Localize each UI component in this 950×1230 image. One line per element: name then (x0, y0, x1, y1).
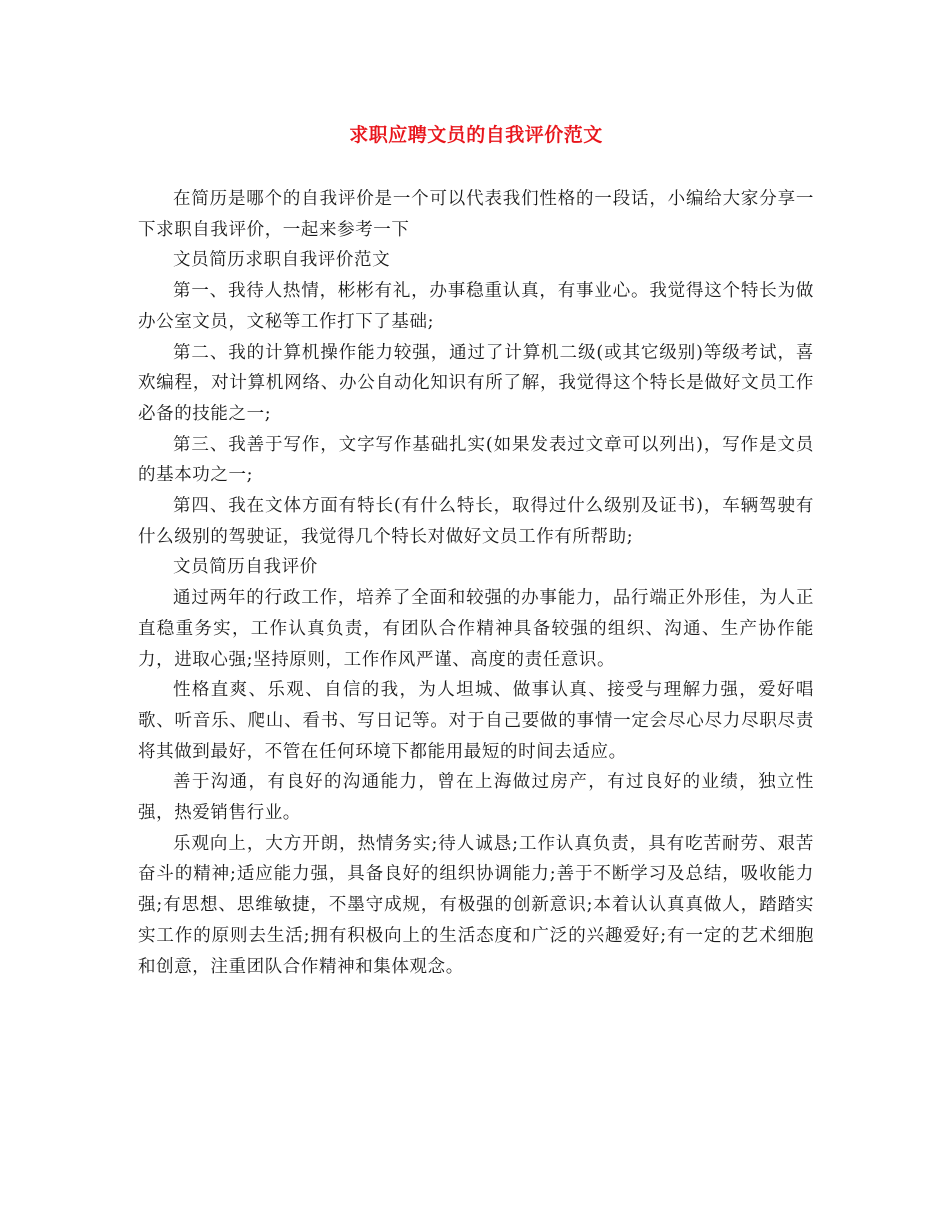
document-body (138, 184, 814, 982)
document-title: 求职应聘文员的自我评价范文 (349, 124, 603, 146)
paragraph: 第一、我待人热情，彬彬有礼，办事稳重认真，有事业心。我觉得这个特长为做办公室文员，文秘等工作打下了基础; (138, 281, 814, 332)
paragraph: 善于沟通，有良好的沟通能力，曾在上海做过房产，有过良好的业绩，独立性强，热爱销售行业。 (138, 772, 814, 824)
paragraph: 第四、我在文体方面有特长(有什么特长，取得过什么级别及证书)，车辆驾驶有什么级别的驾驶证，我觉得几个特长对做好文员工作有所帮助; (138, 496, 814, 547)
document-page (138, 118, 814, 982)
paragraph: 乐观向上，大方开朗，热情务实;待人诚恳;工作认真负责，具有吃苦耐劳、艰苦奋斗的精神;适应能力强，具备良好的组织协调能力;善于不断学习及总结，吸收能力强;有思想、思维敏捷，不墨守成规，有极强的创新意识;本着认认真真做人，踏踏实实工作的原则去生活;拥有积极向上的生活态度和广泛的兴趣爱好;有一定的艺术细胞和创意，注重团队合作精神和集体观念。 (138, 833, 814, 977)
section-heading: 文员简历求职自我评价范文 (173, 250, 391, 271)
paragraph: 性格直爽、乐观、自信的我，为人坦城、做事认真、接受与理解力强，爱好唱歌、听音乐、爬山、看书、写日记等。对于自己要做的事情一定会尽心尽力尽职尽责将其做到最好，不管在任何环境下都能用最短的时间去适应。 (138, 680, 814, 762)
paragraph: 第二、我的计算机操作能力较强，通过了计算机二级(或其它级别)等级考试，喜欢编程，对计算机网络、办公自动化知识有所了解，我觉得这个特长是做好文员工作必备的技能之一; (138, 342, 814, 424)
paragraph: 通过两年的行政工作，培养了全面和较强的办事能力，品行端正外形佳，为人正直稳重务实，工作认真负责，有团队合作精神具备较强的组织、沟通、生产协作能力，进取心强;坚持原则，工作作风严谨、高度的责任意识。 (138, 588, 814, 670)
intro-paragraph: 在简历是哪个的自我评价是一个可以代表我们性格的一段话，小编给大家分享一下求职自我评价，一起来参考一下 (138, 189, 814, 240)
paragraph: 第三、我善于写作，文字写作基础扎实(如果发表过文章可以列出)，写作是文员的基本功之一; (138, 434, 814, 486)
section-heading: 文员简历自我评价 (173, 557, 318, 578)
